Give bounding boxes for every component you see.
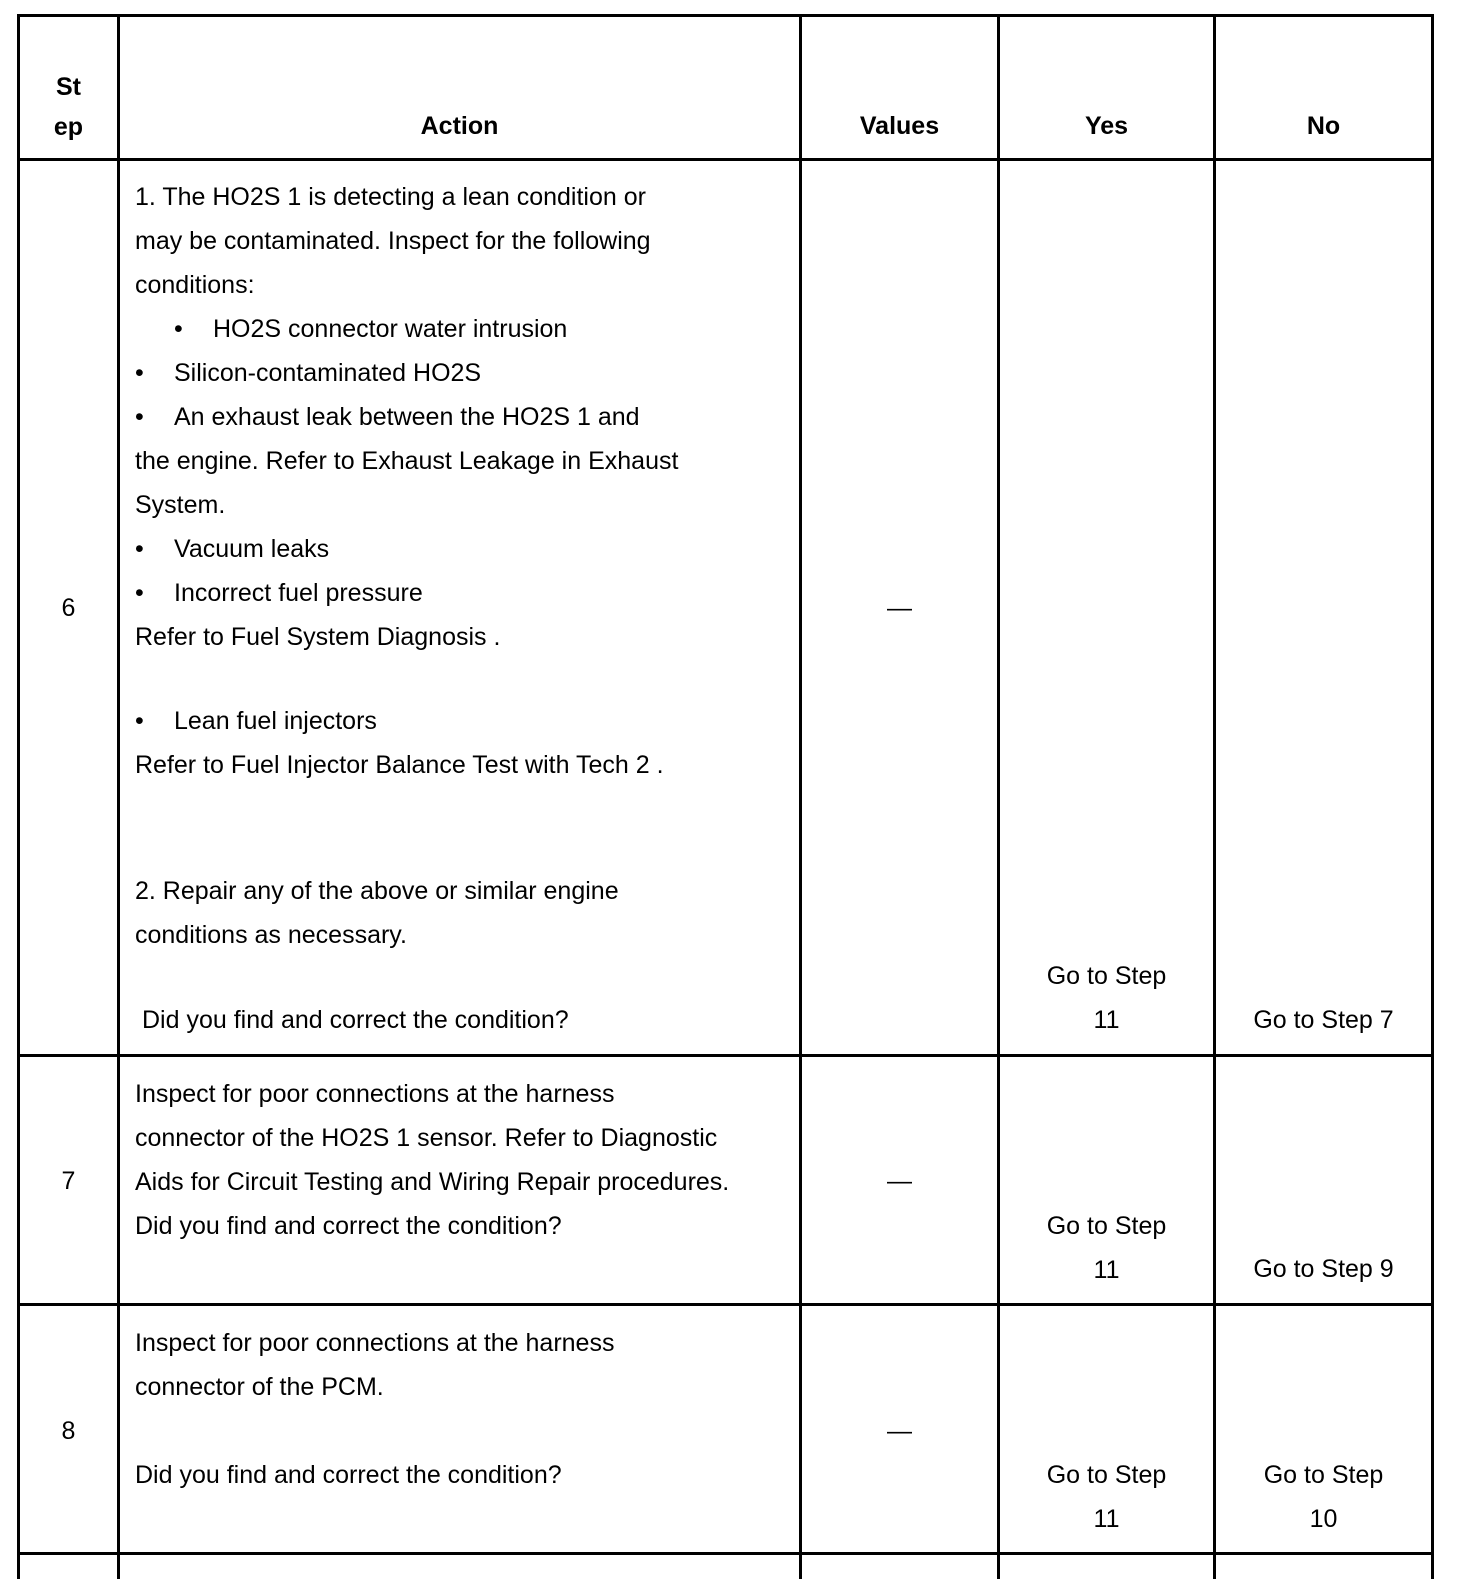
step-number: 8 <box>61 1417 76 1445</box>
table-border-top <box>17 14 1434 17</box>
yes-target-line2: 11 <box>1093 1505 1120 1533</box>
bullet-text: Vacuum leaks <box>174 535 330 563</box>
no-target <box>1216 1453 1431 1541</box>
bullet-icon: • <box>135 535 144 563</box>
yes-target-line2: 11 <box>1093 1006 1120 1034</box>
bullet-item <box>135 527 795 571</box>
bullet-icon: • <box>174 315 183 343</box>
action-line: 1. The HO2S 1 is detecting a lean condition or <box>135 183 646 211</box>
bullet-icon: • <box>135 579 144 607</box>
yes-target-line1: Go to Step <box>1046 1461 1167 1489</box>
values-dash: — <box>887 594 912 622</box>
no-target-line1: Go to Step <box>1263 1461 1384 1489</box>
no-target-line2: 10 <box>1309 1505 1338 1533</box>
blank-line <box>135 1409 795 1453</box>
header-yes: Yes <box>1084 112 1129 140</box>
header-action: Action <box>420 112 499 140</box>
table-border-left <box>17 14 20 1579</box>
action-line: Refer to Fuel Injector Balance Test with Tech 2 . <box>135 751 664 779</box>
values-dash: — <box>887 1167 912 1195</box>
header-step <box>20 67 117 147</box>
diagnostic-table <box>17 14 1434 1579</box>
row-divider <box>17 1054 1434 1057</box>
header-step-line1: St <box>56 73 81 101</box>
yes-target-line1: Go to Step <box>1046 1212 1167 1240</box>
no-target: Go to Step 7 <box>1253 1006 1394 1034</box>
row-divider <box>17 1303 1434 1306</box>
yes-target-line2: 11 <box>1093 1256 1120 1284</box>
column-divider <box>117 14 120 1579</box>
bullet-icon: • <box>135 403 144 431</box>
values-dash: — <box>887 1417 912 1445</box>
yes-target <box>1000 1453 1213 1541</box>
table-border-right <box>1431 14 1434 1579</box>
bullet-text: Silicon-contaminated HO2S <box>174 359 482 387</box>
blank-line <box>135 787 795 869</box>
action-line: Inspect for poor connections at the harness <box>135 1080 615 1108</box>
bullet-item <box>135 351 795 395</box>
question-line: Did you find and correct the condition? <box>135 1212 562 1240</box>
action-line: conditions: <box>135 271 255 299</box>
action-line: conditions as necessary. <box>135 921 407 949</box>
action-line: Inspect for poor connections at the harness <box>135 1329 615 1357</box>
step-number: 7 <box>61 1167 76 1195</box>
yes-target <box>1000 1204 1213 1292</box>
action-line: may be contaminated. Inspect for the following <box>135 227 651 255</box>
blank-line <box>135 659 795 699</box>
bullet-item <box>135 395 795 439</box>
column-divider <box>1213 14 1216 1579</box>
column-divider <box>799 14 802 1579</box>
step-number: 6 <box>61 594 76 622</box>
action-line: the engine. Refer to Exhaust Leakage in Exhaust <box>135 447 679 475</box>
bullet-icon: • <box>135 707 144 735</box>
bullet-item <box>135 571 795 615</box>
no-target: Go to Step 9 <box>1253 1255 1394 1283</box>
header-no: No <box>1306 112 1341 140</box>
question-line: Did you find and correct the condition? <box>142 1006 569 1034</box>
action-line: Aids for Circuit Testing and Wiring Repair procedures. <box>135 1168 730 1196</box>
bullet-text: An exhaust leak between the HO2S 1 and <box>174 403 640 431</box>
bullet-text: Lean fuel injectors <box>174 707 377 735</box>
action-line: 2. Repair any of the above or similar engine <box>135 877 619 905</box>
bullet-item <box>135 699 795 743</box>
yes-target <box>1000 954 1213 1042</box>
action-line: Refer to Fuel System Diagnosis . <box>135 623 501 651</box>
table-border-bottom <box>17 1552 1434 1555</box>
yes-target-line1: Go to Step <box>1046 962 1167 990</box>
action-line: connector of the HO2S 1 sensor. Refer to Diagnostic <box>135 1124 718 1152</box>
blank-line <box>135 957 795 998</box>
action-text <box>135 175 795 1042</box>
header-row-divider <box>17 158 1434 161</box>
column-divider <box>997 14 1000 1579</box>
bullet-item <box>135 307 795 351</box>
question-line: Did you find and correct the condition? <box>135 1461 562 1489</box>
action-line: connector of the PCM. <box>135 1373 384 1401</box>
header-values: Values <box>859 112 940 140</box>
bullet-text: HO2S connector water intrusion <box>213 315 568 343</box>
action-line: System. <box>135 491 226 519</box>
action-text <box>135 1321 795 1497</box>
bullet-icon: • <box>135 359 144 387</box>
header-step-line2: ep <box>53 113 84 141</box>
action-text <box>135 1072 795 1248</box>
bullet-text: Incorrect fuel pressure <box>174 579 423 607</box>
